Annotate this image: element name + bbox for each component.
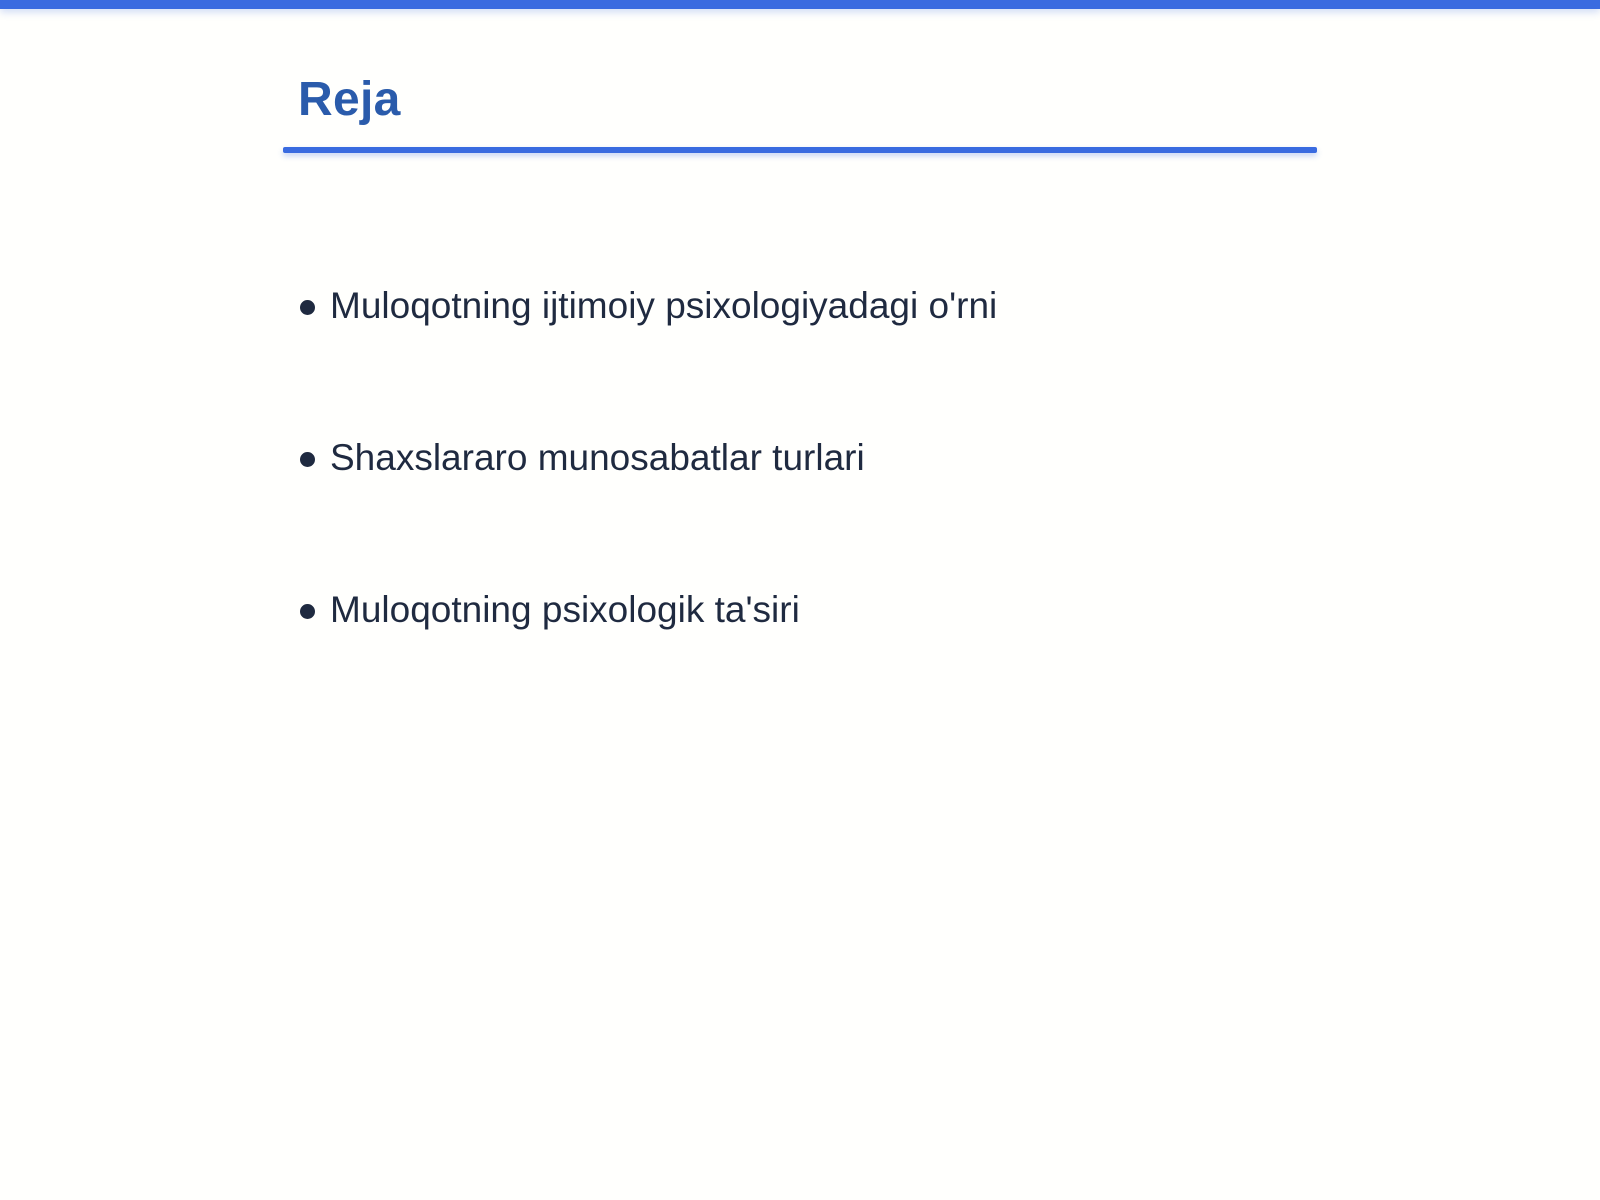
list-item-text: Muloqotning psixologik ta'siri	[330, 589, 800, 630]
bullet-icon	[300, 604, 315, 619]
list-item-text: Shaxslararo munosabatlar turlari	[330, 437, 865, 478]
bullet-icon	[300, 452, 315, 467]
top-accent-bar	[0, 0, 1600, 9]
title-underline	[283, 147, 1317, 153]
slide-title: Reja	[298, 73, 401, 126]
bullet-icon	[300, 300, 315, 315]
list-item-text: Muloqotning ijtimoiy psixologiyadagi o'rni	[330, 285, 998, 326]
